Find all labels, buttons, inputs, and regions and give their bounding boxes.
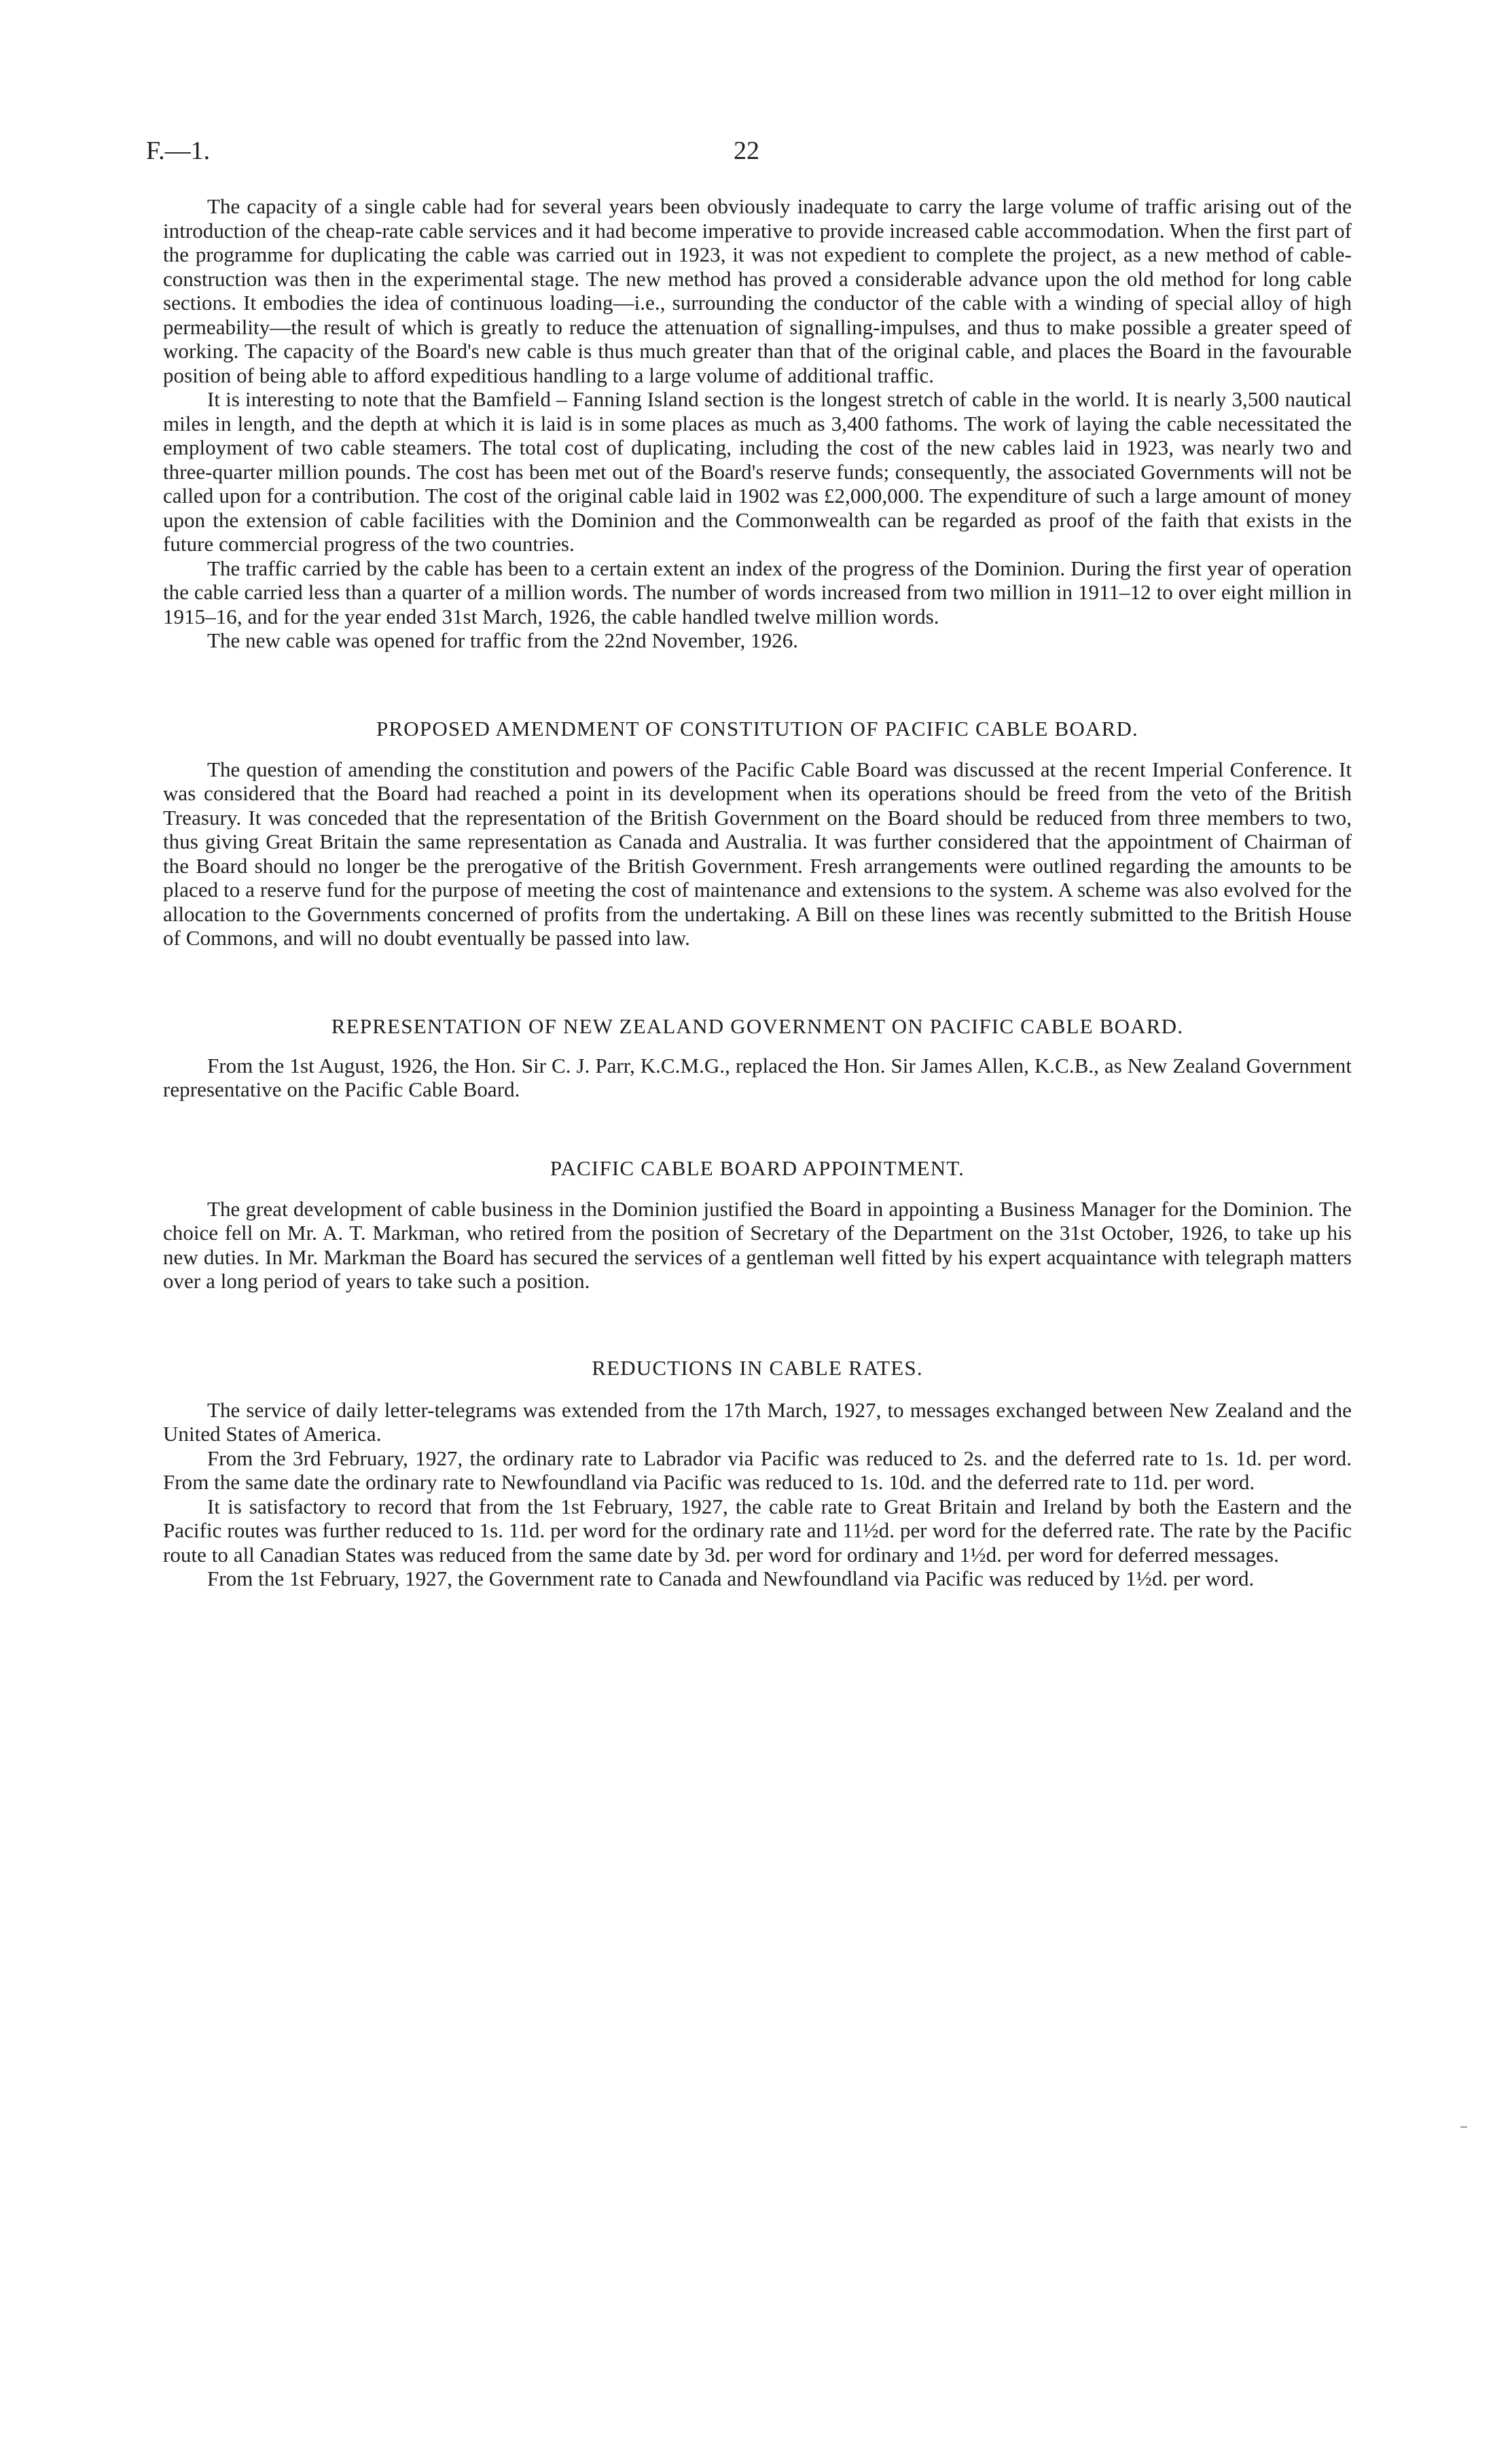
paragraph: The traffic carried by the cable has been to a certain extent an index of the progress of the Dominion. During the first year of operation the cable carried less than a quarter of a million words. The number of words increased from two million in 1911–12 to over eight million in 1915–16, and for the year ended 31st March, 1926, the cable handled twelve million words. xyxy=(163,556,1352,628)
paragraph: The question of amending the constitution and powers of the Pacific Cable Board was discussed at the recent Imperial Conference. It was considered that the Board had reached a point in its development when its operations should be freed from the veto of the British Treasury. It was conceded that the representation of the British Government on the Board should be reduced from three members to two, thus giving Great Britain the same representation as Canada and Australia. It was further considered that the appointment of Chairman of the Board should no longer be the prerogative of the British Government. Fresh arrangements were outlined regarding the amounts to be placed to a reserve fund for the purpose of meeting the cost of maintenance and extensions to the system. A scheme was also evolved for the allocation to the Governments concerned of profits from the undertaking. A Bill on these lines was recently submitted to the British House of Commons, and will no doubt eventually be passed into law. xyxy=(163,757,1352,950)
section-new-cable xyxy=(163,194,1352,653)
margin-mark xyxy=(1460,2126,1467,2128)
section-heading: PACIFIC CABLE BOARD APPOINTMENT. xyxy=(550,1156,965,1180)
paragraph: It is interesting to note that the Bamfield – Fanning Island section is the longest stretch of cable in the world. It is nearly 3,500 nautical miles in length, and the depth at which it is laid is in some places as much as 3,400 fathoms. The work of laying the cable necessitated the employment of two cable steamers. The total cost of duplicating, including the cost of the new cables laid in 1923, was nearly two and three-quarter million pounds. The cost has been met out of the Board's reserve funds; consequently, the associated Governments will not be called upon for a contribution. The cost of the original cable laid in 1902 was £2,000,000. The expenditure of such a large amount of money upon the extension of cable facilities with the Dominion and the Commonwealth can be regarded as proof of the faith that exists in the future commercial progress of the two countries. xyxy=(163,387,1352,556)
section-heading: REPRESENTATION OF NEW ZEALAND GOVERNMENT ON PACIFIC CABLE BOARD. xyxy=(331,1014,1184,1038)
page-header xyxy=(146,136,1352,177)
paragraph: From the 3rd February, 1927, the ordinary rate to Labrador via Pacific was reduced to 2s. and the deferred rate to 1s. 1d. per word. From the same date the ordinary rate to Newfoundland via Pacific was reduced to 1s. 10d. and the deferred rate to 11d. per word. xyxy=(163,1446,1352,1494)
section-heading: REDUCTIONS IN CABLE RATES. xyxy=(592,1355,923,1380)
section-proposed-amendment xyxy=(163,715,1352,950)
paragraph: The new cable was opened for traffic from the 22nd November, 1926. xyxy=(207,628,799,652)
section-appointment xyxy=(163,1155,1352,1293)
document-reference: F.—1. xyxy=(146,137,211,165)
paragraph: The great development of cable business in the Dominion justified the Board in appointing a Business Manager for the Dominion. The choice fell on Mr. A. T. Markman, who retired from the position of Secretary of the Department on the 31st October, 1926, to take up his new duties. In Mr. Markman the Board has secured the services of a gentleman well fitted by his expert acquaintance with telegraph matters over a long period of years to take such a position. xyxy=(163,1196,1352,1293)
page-number: 22 xyxy=(734,137,759,165)
section-representation xyxy=(163,1013,1352,1102)
paragraph: It is satisfactory to record that from the 1st February, 1927, the cable rate to Great Britain and Ireland by both the Eastern and the Pacific routes was further reduced to 1s. 11d. per word for the ordinary rate and 11½d. per word for the deferred rate. The rate by the Pacific route to all Canadian States was reduced from the same date by 3d. per word for ordinary and 1½d. per word for deferred messages. xyxy=(163,1494,1352,1567)
paragraph: The service of daily letter-telegrams was extended from the 17th March, 1927, to messages exchanged between New Zealand and the United States of America. xyxy=(163,1397,1352,1446)
paragraph: The capacity of a single cable had for several years been obviously inadequate to carry the large volume of traffic arising out of the introduction of the cheap-rate cable services and it had become imperative to provide increased cable accommodation. When the first part of the programme for duplicating the cable was carried out in 1923, it was not expedient to complete the project, as a new method of cable-construction was then in the experimental stage. The new method has proved a considerable advance upon the old method for long cable sections. It embodies the idea of continuous loading—i.e., surrounding the conductor of the cable with a winding of special alloy of high permeability—the result of which is greatly to reduce the attenuation of signalling-impulses, and thus to make possible a greater speed of working. The capacity of the Board's new cable is thus much greater than that of the original cable, and places the Board in the favourable position of being able to afford expeditious handling to a large volume of additional traffic. xyxy=(163,194,1352,387)
section-heading: PROPOSED AMENDMENT OF CONSTITUTION OF PACIFIC CABLE BOARD. xyxy=(376,716,1139,740)
paragraph: From the 1st August, 1926, the Hon. Sir C. J. Parr, K.C.M.G., replaced the Hon. Sir James Allen, K.C.B., as New Zealand Government representative on the Pacific Cable Board. xyxy=(163,1053,1352,1101)
paragraph: From the 1st February, 1927, the Government rate to Canada and Newfoundland via Pacific was reduced by 1½d. per word. xyxy=(207,1567,1255,1590)
section-cable-rates xyxy=(163,1355,1352,1591)
document-page xyxy=(146,136,1352,1591)
